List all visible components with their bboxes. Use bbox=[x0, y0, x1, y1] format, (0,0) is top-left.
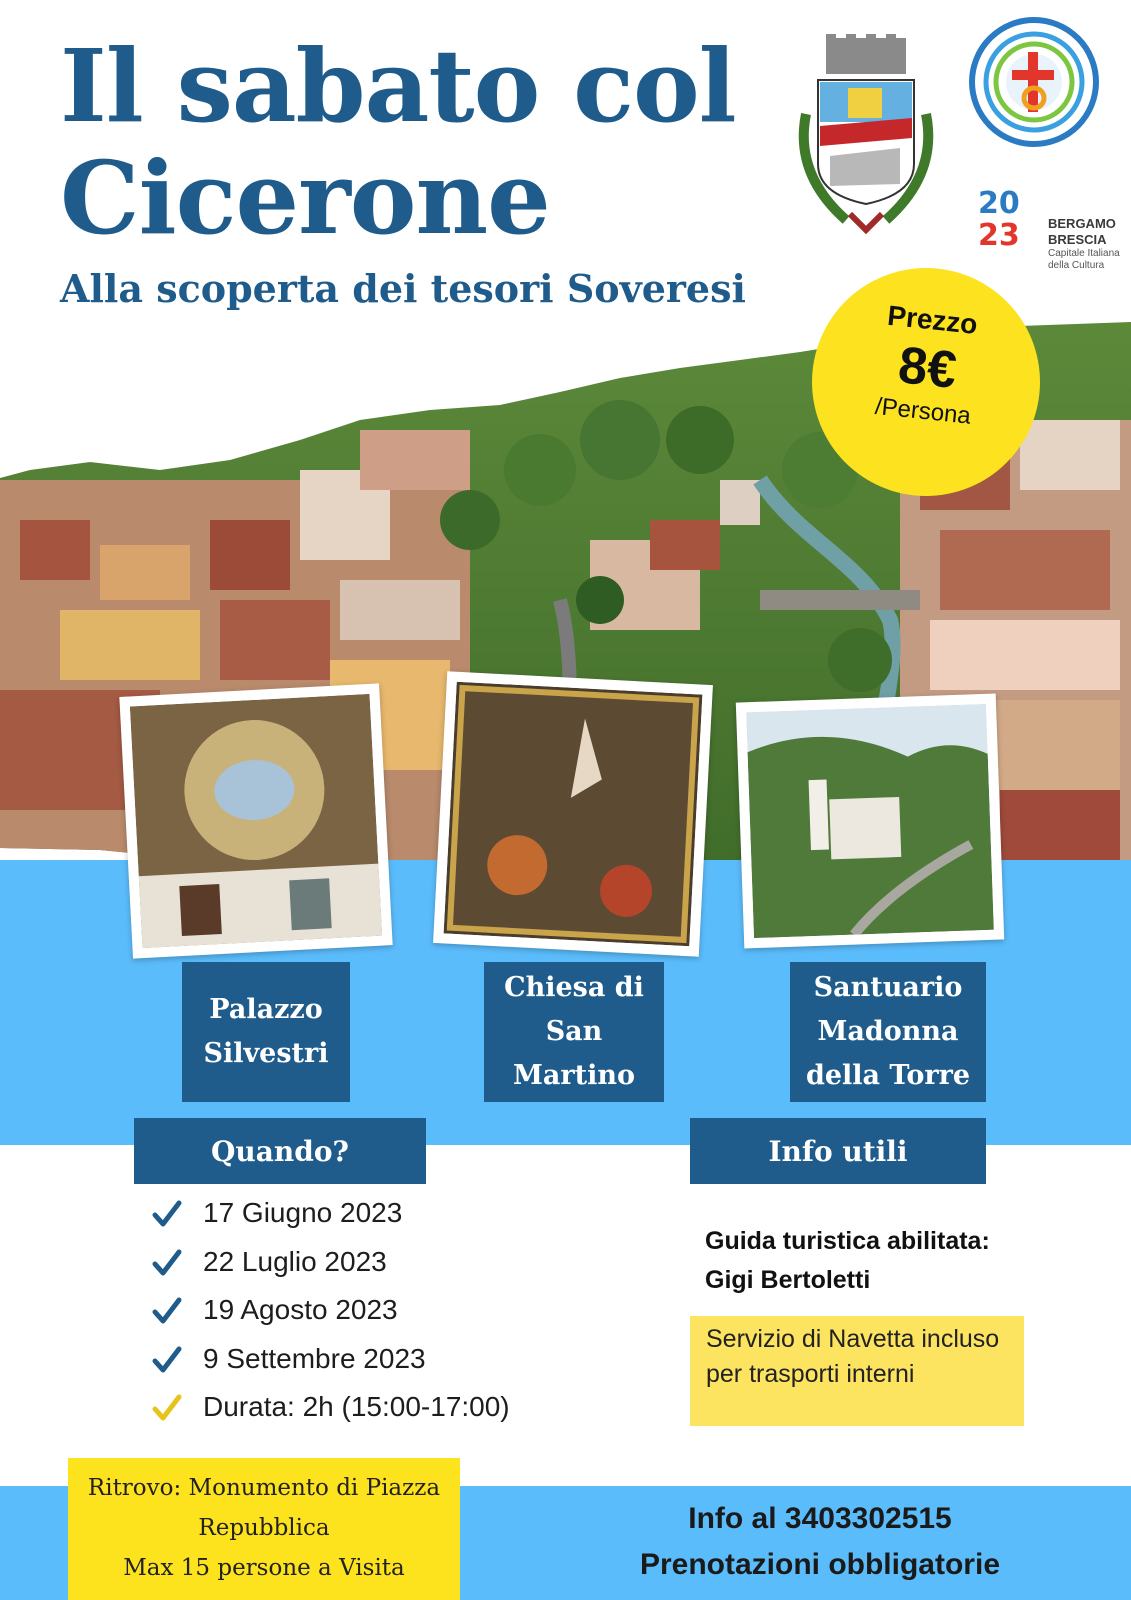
page-subtitle: Alla scoperta dei tesori Soveresi bbox=[60, 266, 746, 311]
check-icon bbox=[152, 1249, 182, 1277]
bgbs-caption: BERGAMO BRESCIA Capitale Italiana della Cultura bbox=[1048, 216, 1120, 271]
duration-item: Durata: 2h (15:00-17:00) bbox=[152, 1390, 612, 1439]
site-label-santuario-madonna: Santuario Madonna della Torre bbox=[790, 962, 986, 1102]
price-amount: 8€ bbox=[895, 336, 960, 400]
date-item: 17 Giugno 2023 bbox=[152, 1196, 612, 1245]
meeting-point-box bbox=[68, 1458, 460, 1600]
booking-note: Prenotazioni obbligatorie bbox=[639, 1548, 1000, 1581]
date-item: 22 Luglio 2023 bbox=[152, 1245, 612, 1294]
guide-info bbox=[705, 1222, 1105, 1300]
check-icon bbox=[152, 1394, 182, 1422]
site-label-palazzo-silvestri: Palazzo Silvestri bbox=[182, 962, 350, 1102]
photo-palazzo-silvestri bbox=[119, 683, 392, 958]
meeting-line-1: Ritrovo: Monumento di Piazza bbox=[87, 1475, 441, 1501]
photo-chiesa-san-martino bbox=[433, 671, 713, 957]
meeting-line-3: Max 15 persone a Visita bbox=[123, 1555, 405, 1581]
bgbs-year: 20 23 bbox=[978, 186, 1020, 253]
municipal-crest-icon bbox=[790, 34, 942, 240]
site-label-chiesa-san-martino: Chiesa di San Martino bbox=[484, 962, 664, 1102]
date-item: 19 Agosto 2023 bbox=[152, 1293, 612, 1342]
page-title: Il sabato col Cicerone bbox=[60, 27, 736, 257]
dates-list bbox=[152, 1196, 612, 1439]
bergamo-brescia-2023-logo bbox=[978, 188, 1128, 278]
check-icon bbox=[152, 1200, 182, 1228]
guide-name: Gigi Bertoletti bbox=[705, 1266, 871, 1294]
when-header: Quando? bbox=[134, 1118, 426, 1184]
parish-oratory-logo-icon bbox=[968, 16, 1100, 148]
photo-santuario-madonna-della-torre bbox=[736, 694, 1004, 949]
info-header: Info utili bbox=[690, 1118, 986, 1184]
guide-label: Guida turistica abilitata: bbox=[705, 1227, 990, 1255]
shuttle-note: Servizio di Navetta incluso per trasporti interni bbox=[690, 1316, 1024, 1426]
contact-info bbox=[580, 1496, 1060, 1588]
check-icon bbox=[152, 1346, 182, 1374]
price-unit: /Persona bbox=[873, 392, 973, 430]
contact-phone: Info al 3403302515 bbox=[688, 1502, 952, 1535]
check-icon bbox=[152, 1297, 182, 1325]
meeting-line-2: Repubblica bbox=[198, 1515, 330, 1541]
date-item: 9 Settembre 2023 bbox=[152, 1342, 612, 1391]
price-label: Prezzo bbox=[886, 299, 980, 340]
